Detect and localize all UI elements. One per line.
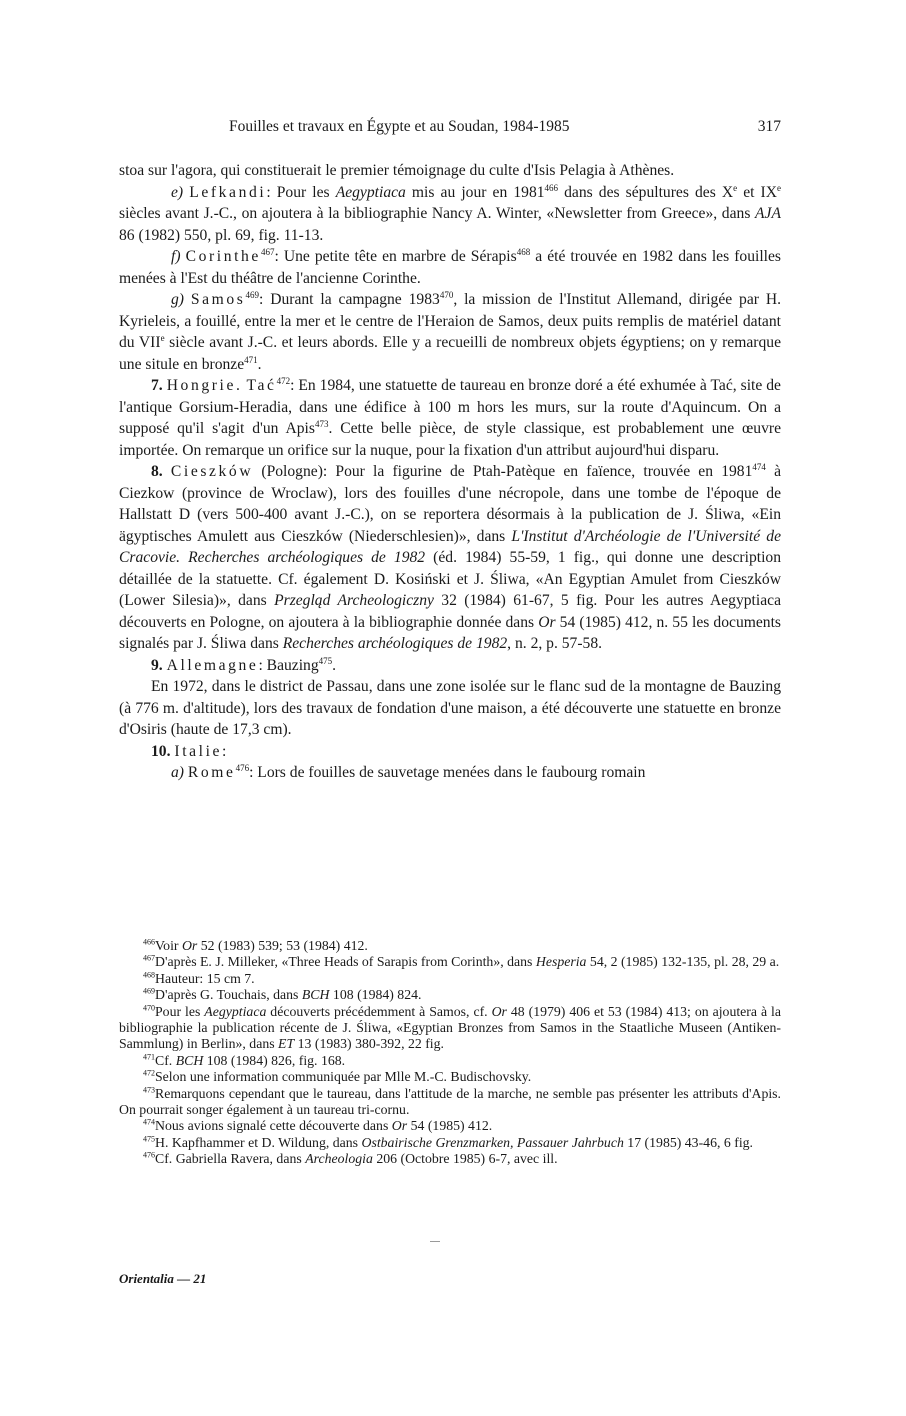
country-name: Italie (174, 742, 223, 760)
paragraph-bauzing: En 1972, dans le district de Passau, dans une zone isolée sur le flanc sud de la montagne de Bauzing (à 776 m. d'altitude), lors des travaux de fondation d'une maison, a été découverte une statuette en bronze d'Osiris (haute de 17,3 cm). (119, 678, 781, 738)
place-name: Samos (190, 291, 246, 308)
item-label: a) (171, 764, 184, 781)
footnote-476: $^{476}$Cf. Gabriella Ravera, dans Archeologia 206 (Octobre 1985) 6-7, avec ill. (143, 1150, 558, 1167)
paragraph-hongrie: 7. Hongrie. Tać$^{472}$: En 1984, une statuette de taureau en bronze doré a été exhumée à Tać, site de l'antique Gorsium-Heradia, dans une édifice à 100 m hors les murs, sur la route d'Aquincum. On a supposé qu'il s'agit d'un Apis$^{473}$. Cette belle pièce, de style classique, est probablement une œuvre importée. On remarque un orifice sur la nuque, pour la fixation d'un attribut aujourd'hui disparu. (119, 375, 782, 459)
paragraph-samos: g) Samos$^{469}$: Durant la campagne 1983$^{470}$, la mission de l'Institut Allemand, dirigée par H. Kyrieleis, a fouillé, entre la mer et le centre de l'Heraion de Samos, deux puits remplis de matériel datant du VIIe siècle avant J.-C. et leurs abords. Elle y a recueilli de nombreux objets égyptiens; on y remarque une situle en bronze$^{471}$. (119, 289, 782, 373)
footnote-475: $^{475}$H. Kapfhammer et D. Wildung, dans Ostbairische Grenzmarken, Passauer Jahrbuch 17 (1985) 43-46, 6 fig. (143, 1134, 753, 1150)
page-number: 317 (757, 118, 781, 135)
place-name: Lefkandi (189, 183, 267, 201)
footnote-ref: 468 (516, 246, 531, 257)
footnote-ref: 474 (752, 461, 766, 472)
footnote-ref: 473 (314, 418, 329, 429)
footnote-466: $^{466}$Voir Or 52 (1983) 539; 53 (1984) 412. (143, 937, 368, 953)
footnote-468: $^{468}$Hauteur: 15 cm 7. (143, 970, 255, 986)
paragraph-rome: a) Rome$^{476}$: Lors de fouilles de sauvetage menées dans le faubourg romain (171, 762, 646, 781)
running-header (119, 118, 781, 142)
section-number: 10. (151, 742, 171, 760)
place-name: Cieszków (170, 463, 254, 480)
paragraph-allemagne: 9. Allemagne: Bauzing$^{475}$. (151, 655, 337, 674)
paragraph-athenes: stoa sur l'agora, qui constituerait le premier témoignage du culte d'Isis Pelagia à Athènes. (119, 162, 675, 179)
section-number: 9. (151, 656, 163, 674)
running-title: Fouilles et travaux en Égypte et au Soudan, 1984-1985 (229, 118, 570, 135)
signature-mark: Orientalia — 21 (119, 1271, 207, 1286)
place-name: Rome (187, 764, 236, 781)
footnote-ref: 470 (439, 289, 454, 300)
footnote-472: $^{472}$Selon une information communiquée par Mlle M.-C. Budischovsky. (143, 1068, 532, 1085)
footnote-467: $^{467}$D'après E. J. Milleker, «Three Heads of Sarapis from Corinth», dans Hesperia 54, 2 (1985) 132-135, pl. 28, 29 a. (143, 953, 780, 970)
paragraph-corinthe: f) Corinthe$^{467}$: Une petite tête en marbre de Sérapis$^{468}$ a été trouvée en 1982 dans les fouilles menées à l'Est du théâtre de l'ancienne Corinthe. (119, 246, 781, 287)
item-label: f) (171, 248, 181, 265)
footnote-ref: 472 (276, 375, 291, 386)
footnote-473: $^{473}$Remarquons cependant que le taureau, dans l'attitude de la marche, ne semble pas présenter les attributs d'Apis. On pourrait songer également à un taureau tri-cornu. (119, 1085, 781, 1118)
footnote-ref: 475 (318, 655, 333, 666)
country-name: Allemagne (166, 656, 259, 674)
footnote-ref: 476 (235, 762, 250, 773)
footnote-ref: 471 (244, 354, 258, 365)
section-number: 8. (151, 463, 163, 480)
section-number: 7. (151, 377, 163, 394)
main-text (119, 160, 781, 784)
paragraph-pologne: 8. Cieszków (Pologne): Pour la figurine de Ptah-Patèque en faïence, trouvée en 1981$^{474}$ à Ciezkow (province de Wroclaw), lors des fouilles d'une nécropole, dans une tombe de l'époque de Hallstatt D (vers 500-400 avant J.-C.), on se reportera désormais à la publication de J. Śliwa, «Ein ägyptisches Amulett aus Cieszków (Niederschlesien)», dans L'Institut d'Archéologie de l'Université de Cracovie. Recherches archéologiques de 1982 (éd. 1984) 55-59, 1 fig., qui donne une description détaillée de la statuette. Cf. également D. Kosiński et J. Śliwa, «An Egyptian Amulet from Cieszków (Lower Silesia)», dans Przegląd Archeologiczny 32 (1984) 61-67, 5 fig. Pour les autres Aegyptiaca découverts en Pologne, on ajoutera à la bibliographie donnée dans Or 54 (1985) 412, n. 55 les documents signalés par J. Śliwa dans Recherches archéologiques de 1982, n. 2, p. 57-58. (119, 461, 781, 652)
footnote-471: $^{471}$Cf. BCH 108 (1984) 826, fig. 168. (143, 1052, 346, 1068)
footnote-ref: 467 (260, 246, 275, 257)
place-name: Tać (246, 377, 277, 394)
item-label: e) (171, 183, 184, 201)
paragraph-lefkandi: e) Lefkandi: Pour les Aegyptiaca mis au jour en 1981$^{466}$ dans des sépultures des Xe et IXe siècles avant J.-C., on ajoutera à la bibliographie Nancy A. Winter, «Newsletter from Greece», dans AJA 86 (1982) 550, pl. 69, fig. 11-13. (119, 182, 782, 244)
paragraph-italie: 10. Italie: (151, 742, 227, 760)
place-name: Corinthe (185, 248, 261, 265)
footnote-470: $^{470}$Pour les Aegyptiaca découverts précédemment à Samos, cf. Or 48 (1979) 406 et 53 (1984) 413; on ajoutera à la bibliographie la publication récente de J. Śliwa, «Egyptian Bronzes from Samos in the Staatliche Museen (Antiken-Sammlung) in Berlin», dans ET 13 (1983) 380-392, 22 fig. (119, 1003, 781, 1052)
footnote-ref: 466 (544, 182, 559, 193)
footnote-ref: 469 (245, 289, 259, 300)
footnote-474: $^{474}$Nous avions signalé cette découverte dans Or 54 (1985) 412. (143, 1117, 493, 1134)
item-label: g) (171, 291, 184, 308)
footnote-469: $^{469}$D'après G. Touchais, dans BCH 108 (1984) 824. (143, 986, 422, 1003)
country-name: Hongrie. (166, 377, 243, 394)
footnotes (119, 938, 781, 1168)
divider (430, 1241, 440, 1242)
